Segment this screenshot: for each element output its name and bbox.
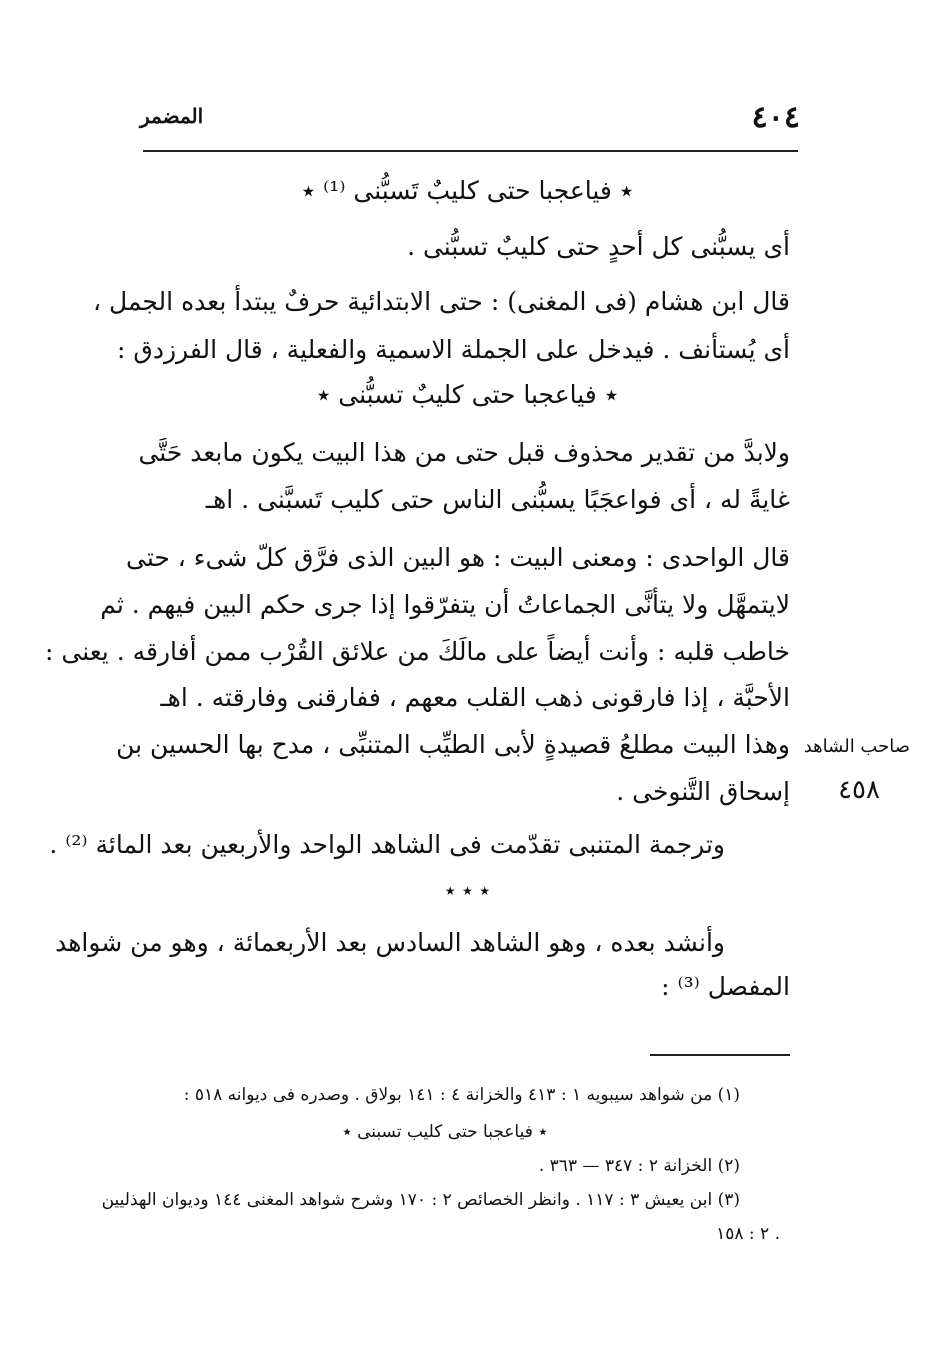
page-number: ٤٠٤ bbox=[751, 100, 800, 135]
text-line: وهذا البيت مطلعُ قصيدةٍ لأبى الطيِّب المتنبِّى ، مدح بها الحسين بن bbox=[116, 730, 790, 759]
text-line: أى يُستأنف . فيدخل على الجملة الاسمية والفعلية ، قال الفرزدق : bbox=[117, 335, 790, 364]
text-line: لايتمهَّل ولا يتأنَّى الجماعاتُ أن يتفرّقوا إذا جرى حكم البين فيهم . ثم bbox=[100, 590, 790, 619]
text-line: الأحبَّة ، إذا فارقونى ذهب القلب معهم ، ففارقنى وفارقته . اهـ bbox=[160, 683, 790, 712]
verse-line: ٭ فياعجبا حتى كليبٌ تَسبُّنى ⁽¹⁾ ٭ bbox=[301, 176, 634, 205]
text-line: ولابدَّ من تقدير محذوف قبل حتى من هذا البيت يكون مابعد حَتَّى bbox=[138, 438, 790, 467]
section-separator: ٭ ٭ ٭ bbox=[444, 878, 491, 902]
header-rule bbox=[143, 150, 798, 152]
footnote-line: (١) من شواهد سيبويه ١ : ٤١٣ والخزانة ٤ : ١٤١ بولاق . وصدره فى ديوانه ٥١٨ : bbox=[183, 1085, 740, 1105]
text-line: المفصل ⁽³⁾ : bbox=[661, 972, 790, 1001]
text-line: خاطب قلبه : وأنت أيضاً على مالَكَ من علائق القُرْب ممن أفارقه . يعنى : bbox=[44, 637, 790, 666]
footnote-verse: ٭ فياعجبا حتى كليب تسبنى ٭ bbox=[342, 1122, 548, 1142]
verse-line: ٭ فياعجبا حتى كليبٌ تسبُّنى ٭ bbox=[316, 380, 619, 409]
running-title: المضمر bbox=[140, 104, 204, 128]
text-line: وترجمة المتنبى تقدّمت فى الشاهد الواحد والأربعين بعد المائة ⁽²⁾ . bbox=[49, 830, 725, 859]
text-line: أى يسبُّنى كل أحدٍ حتى كليبٌ تسبُّنى . bbox=[407, 232, 790, 261]
footnote-rule bbox=[650, 1054, 790, 1056]
footnote-line: (٢) الخزانة ٢ : ٣٤٧ — ٣٦٣ . bbox=[538, 1156, 740, 1176]
text-line: قال الواحدى : ومعنى البيت : هو البين الذى فرَّق كلّ شىء ، حتى bbox=[125, 543, 790, 572]
margin-note-label: صاحب الشاهد bbox=[803, 736, 910, 757]
text-line: وأنشد بعده ، وهو الشاهد السادس بعد الأربعمائة ، وهو من شواهد bbox=[55, 928, 725, 957]
margin-note-number: ٤٥٨ bbox=[838, 775, 880, 805]
text-line: إسحاق التَّنوخى . bbox=[616, 777, 790, 806]
footnote-line: (٣) ابن يعيش ٣ : ١١٧ . وانظر الخصائص ٢ : ١٧٠ وشرح شواهد المغنى ١٤٤ وديوان الهذليين bbox=[101, 1190, 740, 1210]
text-line: غايةً له ، أى فواعجَبًا يسبُّنى الناس حتى كليب تَسبَّنى . اهـ bbox=[205, 485, 790, 514]
footnote-line: ٢ : ١٥٨ . bbox=[716, 1224, 780, 1244]
text-line: قال ابن هشام (فى المغنى) : حتى الابتدائية حرفٌ يبتدأ بعده الجمل ، bbox=[93, 287, 790, 316]
